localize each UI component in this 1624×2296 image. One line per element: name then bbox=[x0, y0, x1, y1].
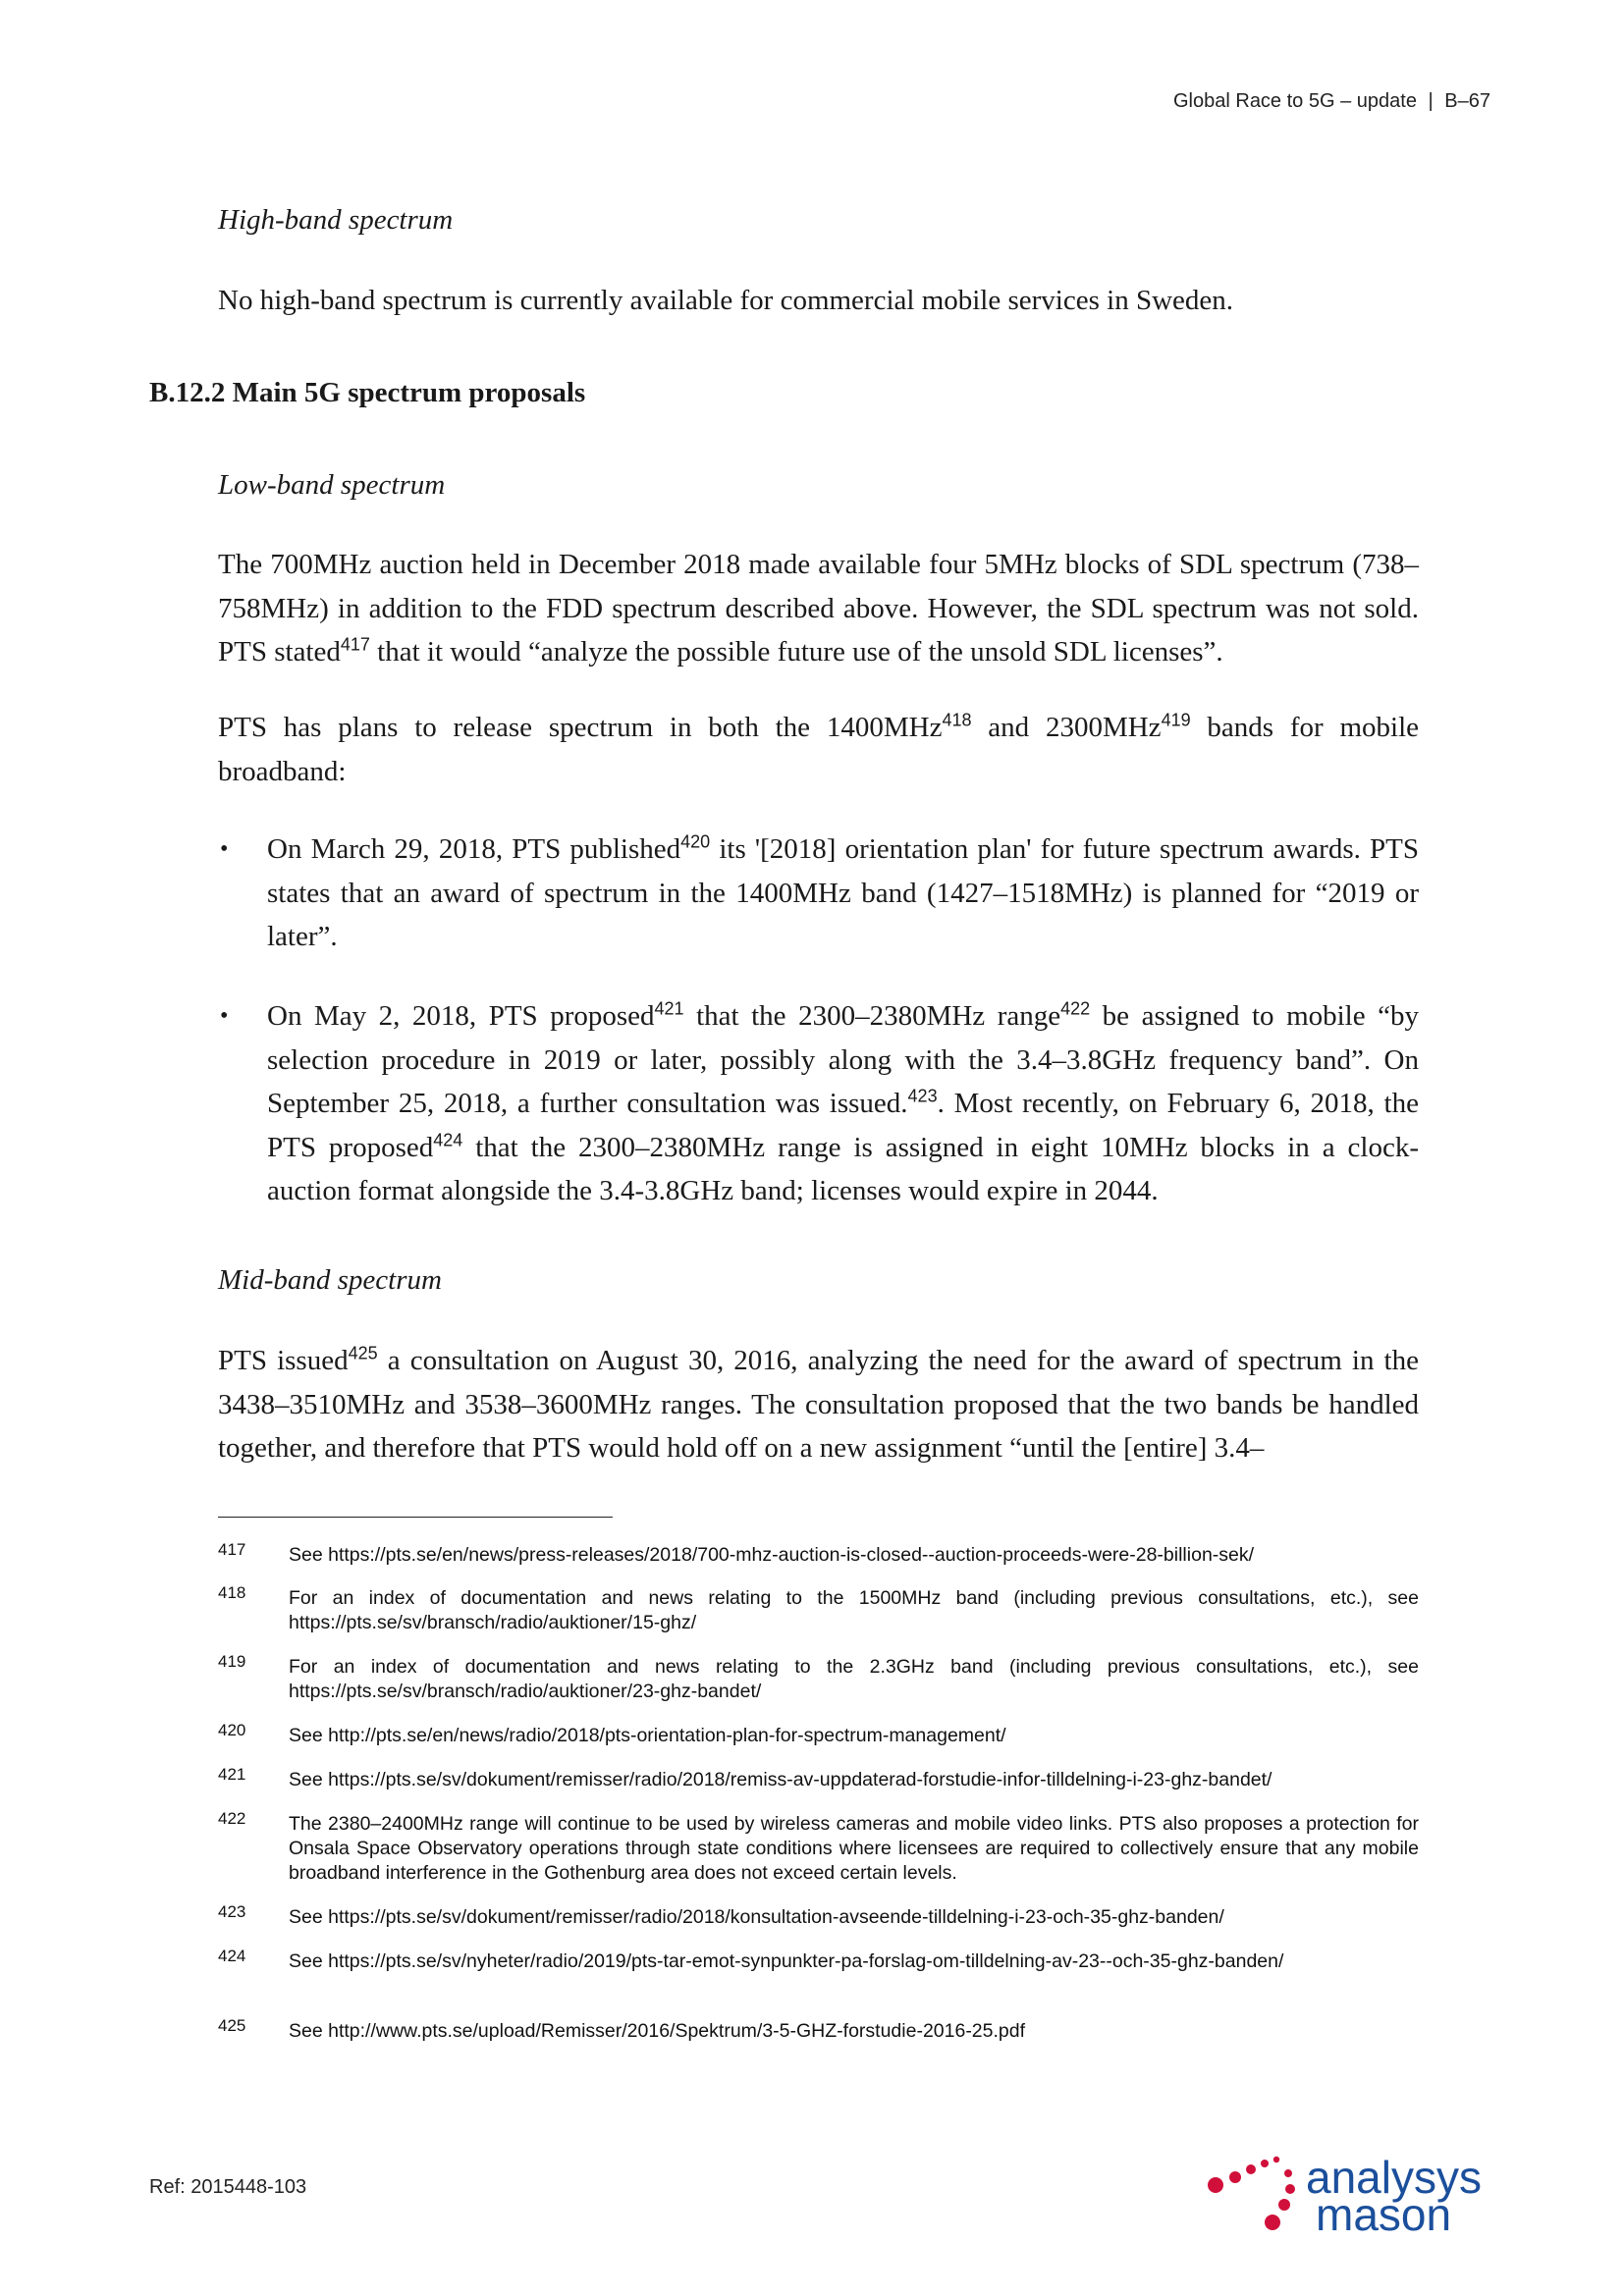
footnote-separator bbox=[218, 1517, 613, 1518]
bullet-item-1 bbox=[220, 828, 1419, 959]
footnote-ref-422[interactable]: 422 bbox=[1060, 998, 1091, 1019]
text-run: its '[2018] orientation plan' for future spectrum awards. PTS states that an award of spectrum in the 1400MHz band (1427–1518MHz) is planned for “2019 or later”. bbox=[267, 833, 1419, 952]
footnote-420 bbox=[218, 1721, 1419, 1748]
footnote-text: See https://pts.se/sv/dokument/remisser/radio/2018/konsultation-avseende-tilldelning-i-23-och-35-ghz-banden/ bbox=[289, 1906, 1224, 1928]
text-run: that the 2300–2380MHz range bbox=[683, 1000, 1061, 1032]
bullet-item-2 bbox=[220, 994, 1420, 1213]
text-run: be assigned to mobile “by selection procedure in 2019 or later, possibly along with the 3.4–3.8GHz frequency band”. On September 25, 2018, a further consultation was issued. bbox=[267, 1000, 1420, 1119]
mid-band-heading: Mid-band spectrum bbox=[218, 1264, 442, 1296]
logo-dots-icon bbox=[1208, 2157, 1295, 2230]
footnote-text: See https://pts.se/sv/nyheter/radio/2019/pts-tar-emot-synpunkter-pa-forslag-om-tilldelning-av-23--och-35-ghz-banden/ bbox=[289, 1950, 1284, 1972]
footnote-425 bbox=[218, 2016, 1419, 2044]
running-header bbox=[1173, 90, 1490, 113]
footnote-text: See http://pts.se/en/news/radio/2018/pts-orientation-plan-for-spectrum-management/ bbox=[289, 1725, 1006, 1746]
footnote-ref-423[interactable]: 423 bbox=[907, 1086, 938, 1106]
text-run: bands for mobile broadband: bbox=[218, 712, 1419, 787]
bullet-icon: • bbox=[220, 836, 229, 862]
document-reference: Ref: 2015448-103 bbox=[149, 2176, 307, 2198]
text-run: PTS has plans to release spectrum in both the 1400MHz bbox=[218, 712, 943, 743]
section-heading-b122: B.12.2 Main 5G spectrum proposals bbox=[149, 377, 586, 408]
footnote-ref-420[interactable]: 420 bbox=[680, 831, 711, 852]
footnote-number: 423 bbox=[218, 1902, 246, 1921]
footnote-ref-424[interactable]: 424 bbox=[433, 1129, 463, 1149]
text-run: a consultation on August 30, 2016, analyzing the need for the award of spectrum in the 3438–3510MHz and 3538–3600MHz ranges. The consultation proposed that the two bands be handled together, and therefore that PTS would hold off on a new assignment “until the [entire] 3.4– bbox=[218, 1345, 1419, 1464]
low-band-paragraph-1 bbox=[218, 543, 1419, 674]
high-band-heading: High-band spectrum bbox=[218, 204, 454, 236]
footnote-ref-418[interactable]: 418 bbox=[942, 710, 972, 730]
header-separator: | bbox=[1428, 90, 1434, 112]
text-run: that it would “analyze the possible future use of the unsold SDL licenses”. bbox=[369, 636, 1223, 667]
text-run: and 2300MHz bbox=[971, 712, 1162, 743]
footnote-text: See https://pts.se/en/news/press-releases/2018/700-mhz-auction-is-closed--auction-proceeds-were-28-billion-sek/ bbox=[289, 1544, 1255, 1566]
text-run: On May 2, 2018, PTS proposed bbox=[267, 1000, 655, 1032]
footnote-ref-421[interactable]: 421 bbox=[654, 998, 684, 1019]
header-page-number: B–67 bbox=[1444, 90, 1490, 112]
text-run: On March 29, 2018, PTS published bbox=[267, 833, 681, 865]
footnote-417 bbox=[218, 1540, 1419, 1568]
footnote-number: 420 bbox=[218, 1721, 246, 1739]
footnote-number: 421 bbox=[218, 1765, 246, 1784]
footnote-number: 425 bbox=[218, 2016, 246, 2035]
footnote-text: For an index of documentation and news relating to the 2.3GHz band (including previous consultations, etc.), see https://pts.se/sv/bransch/radio/auktioner/23-ghz-bandet/ bbox=[289, 1656, 1419, 1702]
footnote-ref-417[interactable]: 417 bbox=[340, 634, 370, 655]
header-title: Global Race to 5G – update bbox=[1173, 90, 1417, 112]
mid-band-paragraph-1 bbox=[218, 1339, 1419, 1470]
footnote-424 bbox=[218, 1949, 1419, 1974]
footnote-number: 419 bbox=[218, 1652, 246, 1671]
analysys-mason-logo bbox=[1206, 2140, 1510, 2238]
footnote-419 bbox=[218, 1652, 1419, 1704]
text-run: . Most recently, on February 6, 2018, the PTS proposed bbox=[267, 1088, 1419, 1163]
logo-text-analysys: analysys bbox=[1306, 2152, 1482, 2203]
footnote-text: See http://www.pts.se/upload/Remisser/2016/Spektrum/3-5-GHZ-forstudie-2016-25.pdf bbox=[289, 2020, 1026, 2042]
footnote-number: 417 bbox=[218, 1540, 246, 1559]
footnote-text: See https://pts.se/sv/dokument/remisser/radio/2018/remiss-av-uppdaterad-forstudie-infor-tilldelning-i-23-ghz-bandet/ bbox=[289, 1769, 1272, 1790]
footnote-text: For an index of documentation and news relating to the 1500MHz band (including previous consultations, etc.), see https://pts.se/sv/bransch/radio/auktioner/15-ghz/ bbox=[289, 1587, 1419, 1633]
footnote-ref-425[interactable]: 425 bbox=[348, 1343, 378, 1363]
text-run: The 700MHz auction held in December 2018 made available four 5MHz blocks of SDL spectrum (738–758MHz) in addition to the FDD spectrum described above. However, the SDL spectrum was not sold. PTS stated bbox=[218, 549, 1419, 667]
footnote-423 bbox=[218, 1902, 1419, 1930]
high-band-paragraph: No high-band spectrum is currently available for commercial mobile services in Sweden. bbox=[218, 285, 1234, 316]
footnote-number: 422 bbox=[218, 1809, 246, 1828]
bullet-icon: • bbox=[220, 1003, 229, 1029]
footnote-422 bbox=[218, 1809, 1419, 1886]
footnote-ref-419[interactable]: 419 bbox=[1161, 710, 1191, 730]
footnote-421 bbox=[218, 1765, 1419, 1792]
footnote-418 bbox=[218, 1583, 1419, 1635]
text-run: that the 2300–2380MHz range is assigned in eight 10MHz blocks in a clock-auction format alongside the 3.4-3.8GHz band; licenses would expire in 2044. bbox=[267, 1131, 1419, 1206]
logo-text-mason: mason bbox=[1316, 2189, 1452, 2238]
footnote-number: 424 bbox=[218, 1947, 246, 1965]
low-band-heading: Low-band spectrum bbox=[218, 469, 446, 501]
footnote-number: 418 bbox=[218, 1583, 246, 1602]
text-run: PTS issued bbox=[218, 1345, 349, 1376]
low-band-paragraph-2 bbox=[218, 706, 1419, 793]
footnote-text: The 2380–2400MHz range will continue to be used by wireless cameras and mobile video links. PTS also proposes a protection for Onsala Space Observatory operations through state conditions where licensees are required to collectively ensure that any mobile broadband interference in the Gothenburg area does not exceed certain levels. bbox=[289, 1813, 1419, 1884]
